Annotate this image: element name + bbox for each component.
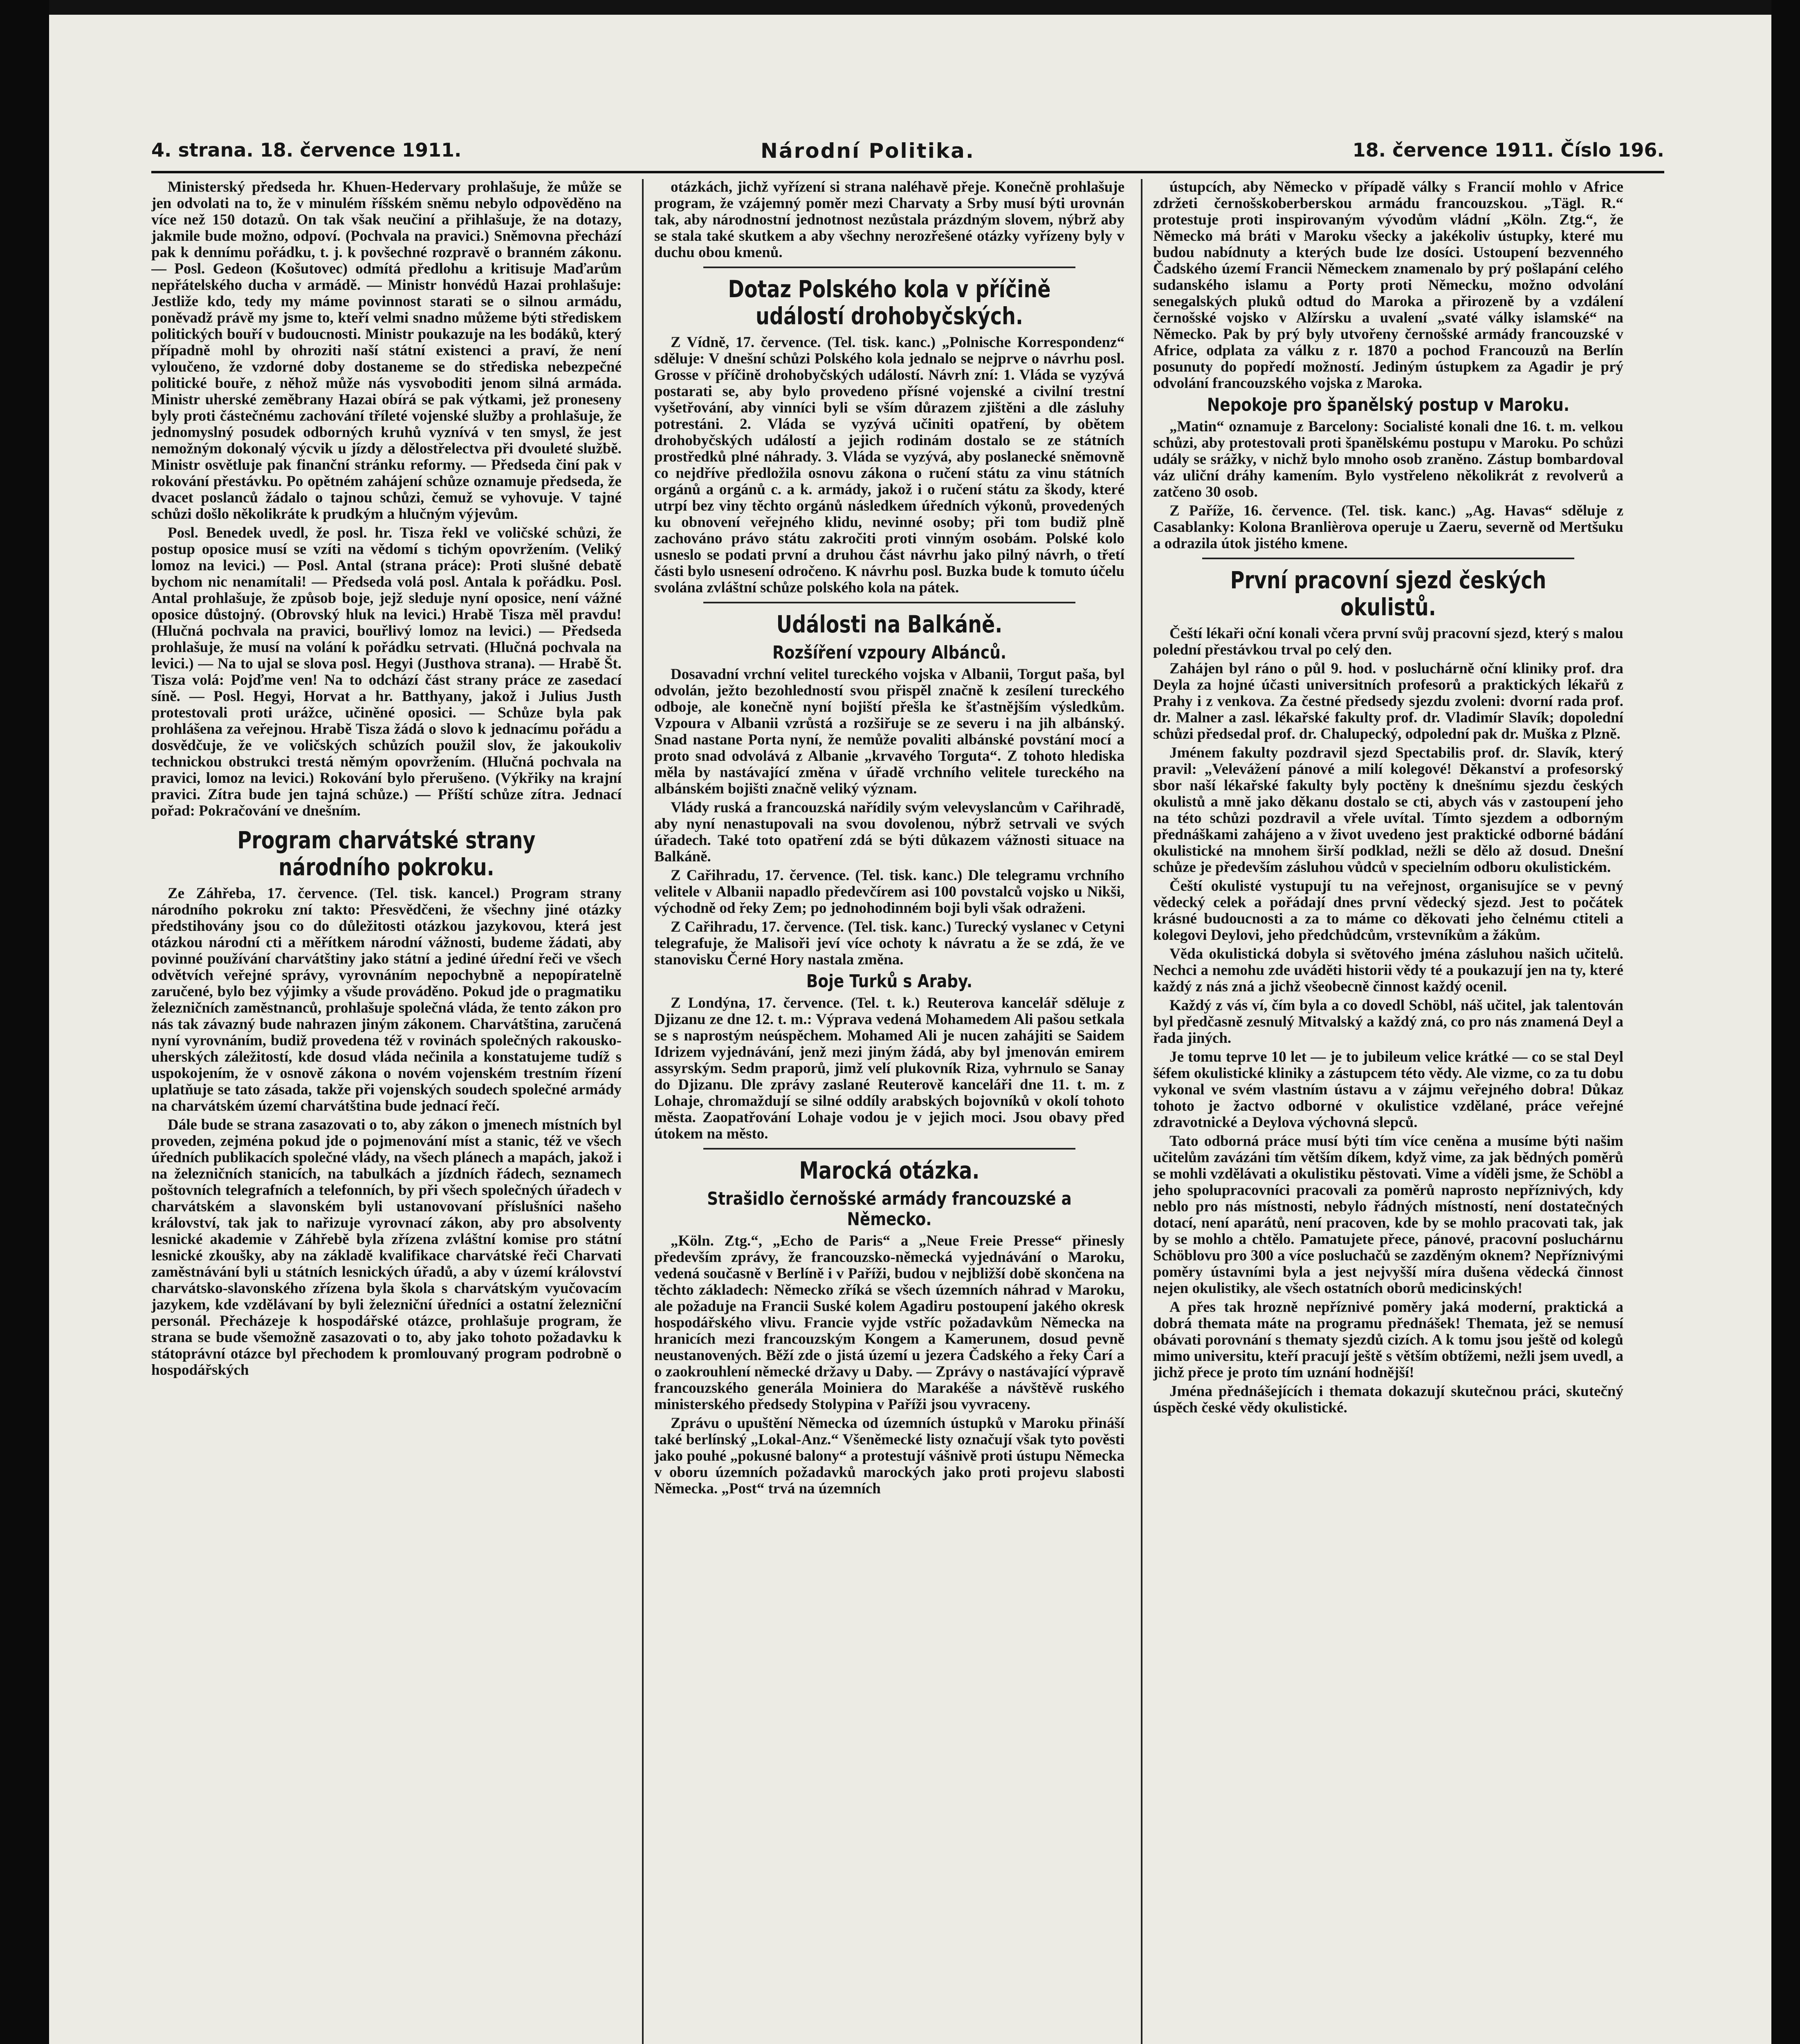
article-subheadline: Rozšíření vzpoury Albánců.	[772, 642, 1007, 663]
article-paragraph: ústupcích, aby Německo v případě války s Francií mohlo v Africe zdržeti černošskoberberskou armádu francouzskou. „Tägl. R.“ protestuje proti inspirovaným vývodům vládní „Köln. Ztg.“, že Německo má bráti v Maroku všecky a jakékoliv ústupky, které mu budou nabídnuty a kterých bude lze dosíci. Ustoupení bezvenného Čadského území Francii Německem znamenalo by prý pošlapání celého sudanského islamu a Porty proti Německu, možno odvolání senegalských pluků odtud do Maroka a přirozeně by a vzdálení černošské vojsko v Alžírsku a uvalení „svaté války islamské“ na Německo. Pak by prý byly utvořeny černošské armády francouzské v Africe, odplata za válku z r. 1870 a pochod Francouzů na Berlín posunuty do popředí možností. Jediným ústupkem za Agadir je prý odvolání francouzského vojska z Maroka.	[1153, 179, 1623, 392]
article-paragraph: „Matin“ oznamuje z Barcelony: Socialisté konali dne 16. t. m. velkou schůzi, aby protestovali proti španělskému postupu v Maroku. Po schůzi udály se srážky, v nichž bylo mnoho osob zraněno. Zástup bombardoval váz uliční dráhy kamením. Bylo vystřeleno několikrát z revolverů a zatčeno 30 osob.	[1153, 418, 1623, 500]
article-paragraph: Je tomu teprve 10 let — je to jubileum velice krátké — co se stal Deyl šéfem okulistické kliniky a zástupcem této vědy. Ale vizme, co za tu dobu vykonal ve svém vlastním ústavu a v zájmu veřejného dobra! Důkaz tohoto je žactvo odborné v okulistice vzdělané, práce veřejné zdravotnické a Deylova výchovná slepců.	[1153, 1049, 1623, 1131]
article-paragraph: Jména přednášejících i themata dokazují skutečnou práci, skutečný úspěch české vědy okulistické.	[1153, 1383, 1623, 1416]
article-paragraph: Zprávu o upuštění Německa od územních ústupků v Maroku přináší také berlínský „Lokal-Anz.“ Všeněmecké listy označují však tyto pověsti jako pouhé „pokusné balony“ a protestují vášnivě proti ústupu Německa v oboru územních požadavků marockých jako proti projevu slabosti Německa. „Post“ trvá na územních	[654, 1415, 1124, 1497]
article-paragraph: Každý z vás ví, čím byla a co dovedl Schöbl, náš učitel, jak talentován byl předčasně zesnulý Mitvalský a každý zná, co pro nás znamená Deyl a řada jiných.	[1153, 997, 1623, 1047]
article-separator	[1202, 558, 1574, 559]
article-paragraph: Čeští okulisté vystupují tu na veřejnost, organisujíce se v pevný vědecký celek a pořádají dnes první vědecký sjezd. Jest to počátek krásné budoucnosti a za to máme co děkovati jeho čelnému ctiteli a kolegovi Deylovi, jeho předchůdcům, vrstevníkům a žákům.	[1153, 878, 1623, 944]
article-paragraph: Vlády ruská a francouzská nařídily svým velevyslancům v Cařihradě, aby nyní nenastupovali na svou dovolenou, nýbrž setrvali ve svých úřadech. Také toto opatření zdá se býti důkazem vážnosti situace na Balkáně.	[654, 799, 1124, 865]
column-rule-1	[642, 179, 644, 2044]
article-paragraph: Čeští lékaři oční konali včera první svůj pracovní sjezd, který s malou polední přestávkou trval po celý den.	[1153, 625, 1623, 658]
column-right	[1153, 179, 1623, 2044]
article-paragraph: otázkách, jichž vyřízení si strana naléhavě přeje. Konečně prohlašuje program, že vzájemný poměr mezi Charvaty a Srby musí býti urovnán tak, aby národnostní jednotnost nezůstala prázdným slovem, nýbrž aby se stala také skutkem a aby všechny nerozřešené otázky vyřízeny byly v duchu obou kmenů.	[654, 179, 1124, 261]
header-rule	[151, 171, 1664, 173]
column-middle	[654, 179, 1124, 2044]
header-date-issue: 18. července 1911. Číslo 196.	[1352, 139, 1664, 161]
page-header	[151, 139, 1664, 168]
article-headline: První pracovní sjezd českých okulistů.	[1230, 566, 1546, 621]
article-subheadline: Nepokoje pro španělský postup v Maroku.	[1207, 394, 1570, 415]
header-page-date: 4. strana. 18. července 1911.	[151, 139, 462, 161]
article-subheadline: Boje Turků s Araby.	[806, 971, 973, 992]
article-paragraph: Ministerský předseda hr. Khuen-Hedervary prohlašuje, že může se jen odvolati na to, že v minulém říšském sněmu nebylo odpověděno na více než 150 dotazů. On tak však neučiní a přihlašuje, že na dotazy, jakmile bude možno, odpoví. (Pochvala na pravici.) Sněmovna přechází pak k dennímu pořádku, t. j. k povšechné rozpravě o branném zákonu. — Posl. Gedeon (Košutovec) odmítá předlohu a kritisuje Maďarům nepřátelského ducha v armádě. — Ministr honvédů Hazai prohlašuje: Jestliže kdo, tedy my máme povinnost starati se o silnou armádu, poněvadž právě my jsme to, kteří velmi snadno můžeme býti střediskem politických bouří v budoucnosti. Ministr poukazuje na les bodáků, který případně mohl by ohroziti naší státní existenci a praví, že není vyloučeno, že vzdorné doby dostaneme se do střediska nebezpečné politické bouře, z něhož může nás vysvoboditi jenom silná armáda. Ministr uherské zeměbrany Hazai obírá se pak výtkami, jež proneseny byly proti částečnému zachování tříleté vojenské služby a prohlašuje, že jednomyslný posudek odborných kruhů vyznívá v ten smysl, že jest nemožným dokonalý výcvik u jízdy a dělostřelectva při dvouleté službě. Ministr osvětluje pak finanční stránku reformy. — Předseda činí pak v rokování přestávku. Po opětném zahájení schůze oznamuje předseda, že dvacet poslanců žádalo o tajnou schůzi, čemuž se vyhovuje. V tajné schůzi došlo několikráte k prudkým a hlučným výjevům.	[151, 179, 622, 522]
article-paragraph: Zahájen byl ráno o půl 9. hod. v posluchárně oční kliniky prof. dra Deyla za hojné účasti universitních profesorů a praktických lékařů z Prahy i z venkova. Za čestné předsedy sjezdu zvoleni: dvorní rada prof. dr. Malner a zasl. lékařské fakulty prof. dr. Vladimír Slavík; dopolední schůzi předsedal prof. dr. Chalupecký, odpolední pak dr. Muška z Plzně.	[1153, 660, 1623, 742]
article-paragraph: Posl. Benedek uvedl, že posl. hr. Tisza řekl ve voličské schůzi, že postup oposice musí se vzíti na vědomí s tichým opovržením. (Veliký lomoz na levici.) — Posl. Antal (strana práce): Proti slušné debatě bychom nic nenamítali! — Předseda volá posl. Antala k pořádku. Posl. Antal prohlašuje, že způsob boje, jejž sleduje nyní oposice, není vážné oposice důstojný. (Obrovský hluk na levici.) Hrabě Tisza měl pravdu! (Hlučná pochvala na pravici, bouřlivý lomoz na levici.) — Předseda prohlašuje, že musí na volání k pořádku setrvati. (Hlučná pochvala na levici.) — Na to ujal se slova posl. Hegyi (Justhova strana). — Hrabě Št. Tisza volá: Pojďme ven! Na to odchází část strany práce ze zasedací síně. — Posl. Hegyi, Horvat a hr. Batthyany, jakož i Julius Justh protestovali proti urážce, učiněné oposici. — Schůze byla pak prohlášena za veřejnou. Hrabě Tisza žádá o slovo k jednacímu pořádu a dosvědčuje, že ve voličských schůzích použil slov, že jakoukoliv technickou obstrukci trestá němým opovržením. (Hlučná pochvala na pravici, lomoz na levici.) Rokování bylo přerušeno. (Výkřiky na krajní pravici. Zítra bude jen tajná schůze.) — Příští schůze zítra. Jednací pořad: Pokračování ve dnešním.	[151, 524, 622, 819]
article-subheadline: Strašidlo černošské armády francouzské a Německo.	[707, 1188, 1072, 1230]
article-paragraph: A přes tak hrozně nepříznivé poměry jaká moderní, praktická a dobrá themata máte na programu přednášek! Themata, jež se nemusí obávati porovnání s thematy sjezdů cizích. A k tomu jsou ještě od kolegů mimo universitu, kteří pracují ještě s větším obtížemi, nežli jsem uvedl, a jichž přece je proto tím uznání hodnější!	[1153, 1299, 1623, 1381]
article-paragraph: Z Paříže, 16. července. (Tel. tisk. kanc.) „Ag. Havas“ sděluje z Casablanky: Kolona Branlièrova operuje u Zaeru, severně od Mertšuku a odrazila útok jistého kmene.	[1153, 502, 1623, 552]
article-paragraph: Dosavadní vrchní velitel tureckého vojska v Albanii, Torgut paša, byl odvolán, ježto bezohledností svou přispěl značně k zesílení tureckého odboje, ale konečně nyní bojiští přešla ke šťastnějším výsledkům. Vzpoura v Albanii vzrůstá a rozšiřuje se ze severu i na jih albánský. Snad nastane Porta nyní, že nemůže povaliti albánské povstání mocí a proto snad odvolává z Albanie „krvavého Torguta“. Z tohoto hlediska měla by nastávající změna v úřadě vrchního velitele tureckého na albánském bojišti značně veliký význam.	[654, 666, 1124, 797]
article-separator	[703, 267, 1075, 268]
article-paragraph: Věda okulistická dobyla si světového jména zásluhou našich učitelů. Nechci a nemohu zde uváděti historii vědy té a poukazují jen na ty, které každý z nás zná a jichž všeobecně činnost každý ocenil.	[1153, 946, 1623, 995]
article-paragraph: Z Londýna, 17. července. (Tel. t. k.) Reuterova kancelář sděluje z Djizanu ze dne 12. t. m.: Výprava vedená Mohamedem Ali pašou setkala se s naprostým neúspěchem. Mohamed Ali je nucen zahájiti se Saidem Idrizem vyjednávání, jenž mezi jiným žádá, aby byl jmenován emirem assyrským. Sedm praporů, jimž velí plukovník Riza, vyhrnulo se Sanay do Djizanu. Dle zprávy zaslané Reuterově kanceláři dne 11. t. m. z Lohaje, chromaždují se silné oddíly arabských bojovníků v okolí tohoto města. Zaopatřování Lohaje vodou je v jejich moci. Jsou obavy před útokem na město.	[654, 995, 1124, 1142]
article-paragraph: Dále bude se strana zasazovati o to, aby zákon o jmenech místních byl proveden, zejména pokud jde o pojmenování míst a stanic, též ve všech úředních publikacích společné vlády, na všech plánech a mapách, jakož i na železničních stanicích, na tabulkách a jízdních řádech, seznamech poštovních telegrafních a telefonních, by při všech společných úřadech v charvátském a slavonském byli ustanovovaní příslušníci našeho království, tak jak to nařizuje vyrovnací zákon, aby pro absolventy lesnické akademie v Záhřebě byla zřízena zvláštní komise pro státní lesnické zkoušky, aby na základě kvalifikace charvátské řeči Charvati zaměstnávání byli u státních lesnických úřadů, a aby v území království charvátsko-slavonského zřízena byla škola s charvátským vyučovacím jazykem, kde vzdělávaní by byli železniční úředníci a ostatní železniční personál. Přecházeje k hospodářské otázce, prohlašuje program, že strana se bude všemožně zasazovati o to, aby jako tohoto požadavku k státoprávní otázce byl přechodem k promlouvaný program podrobně o hospodářských	[151, 1116, 622, 1378]
article-paragraph: Z Cařihradu, 17. července. (Tel. tisk. kanc.) Turecký vyslanec v Cetyni telegrafuje, že Malisoři jeví více ochoty k návratu a že se zdá, že ve stanovisku Černé Hory nastala změna.	[654, 919, 1124, 968]
column-left	[151, 179, 622, 2044]
article-separator	[703, 602, 1075, 603]
article-paragraph: Jménem fakulty pozdravil sjezd Spectabilis prof. dr. Slavík, který pravil: „Velevážení pánové a milí kolegové! Děkanství a profesorský sbor naší lékařské fakulty byly poctěny k dnešnímu sjezdu českých okulistů a mně jako děkanu dostalo se cti, abych vás v zastoupení jeho na této schůzi pozdravil a vřele uvítal. Tímto sjezdem a odborným přednáškami zahájeno a v život uvedeno jest praktické odborné bádání okulistické na mnohem širší podklad, nežli se dělo až dosud. Dnešní schůze je především zásluhou vůdců v specielním odboru okulistickém.	[1153, 744, 1623, 876]
article-headline: Marocká otázka.	[799, 1156, 980, 1184]
article-separator	[703, 1148, 1075, 1150]
scan-top-edge	[0, 0, 1800, 15]
article-paragraph: Ze Záhřeba, 17. července. (Tel. tisk. kancel.) Program strany národního pokroku zní takto: Přesvědčeni, že všechny jiné otázky předstihovány jsou co do důležitosti otázkou jazykovou, která jest otázkou národní cti a měřítkem národní vážnosti, budeme žádati, aby povinné používání charvátštiny jako státní a jediné úřední řeči ve všech odvětvích veřejné správy, vyrovnáním nepochybně a nepopíratelně zaručené, bylo bez výjimky a všude prováděno. Pokud jde o pragmatiku železničních zaměstnanců, prohlašuje společná vláda, že tento zákon pro nás tak závazný bude nahrazen jiným zákonem. Charvátština, zaručená nyní vyrovnáním, budiž provedena též v rovinách společných rakousko-uherských záležitostí, kde dosud vláda nečinila a konstatujeme tudíž s uspokojením, že v osnově zákona o novém vojenském trestním řízení uplatňuje se tato zásada, takže při vojenských soudech společné armády na charvátském území charvátština bude jednací řečí.	[151, 885, 622, 1114]
article-headline: Program charvátské strany národního pokroku.	[237, 826, 536, 881]
article-headline: Události na Balkáně.	[776, 610, 1003, 638]
scan-right-edge	[1771, 0, 1800, 2044]
scan-left-edge	[0, 0, 49, 2044]
article-headline: Dotaz Polského kola v příčině událostí drohobyčských.	[728, 275, 1051, 330]
article-paragraph: „Köln. Ztg.“, „Echo de Paris“ a „Neue Freie Presse“ přinesly především zprávy, že francouzsko-německá vyjednávání o Maroku, vedená současně v Berlíně i v Paříži, budou v nejbližší době skončena na těchto základech: Německo zříká se všech územních náhrad v Maroku, ale požaduje na Francii Suské kolem Agadiru postoupení jakého okresk hospodářského vlivu. Francie vyjde vstříc požadavkům Německa na hranicích mezi francouzským Kongem a Kamerunem, dosud pevně neustanovených. Běží zde o jistá území u jezera Čadského a řeky Čarí a o zaokrouhlení německé državy u Daby. — Zprávy o nastávající výpravě francouzského generála Moiniera do Marakéše a návštěvě ruského ministerského předsedy Stolypina v Paříži jsou vyvraceny.	[654, 1233, 1124, 1413]
article-paragraph: Tato odborná práce musí býti tím více ceněna a musíme býti našim učitelům zavázáni tím větším díkem, když vime, za jak bědných poměrů se mohli vzdělávati a okulistiku pěstovati. Vime a víděli jsme, že Schöbl a jeho spolupracovníci pracovali za poměrů naprosto nepříznivých, kdy neblo pro nás místnosti, nebylo řádných místností, není dostatečných dotací, není aparátů, není pracoven, kde by se mohlo pracovati tak, jak by se mohlo a chtělo. Pamatujete přece, pánové, pracovní posluchárnu Schöblovu pro 300 a více posluchačů se zazděným oknem? Nepříznivými poměry ústavními byla a jest nejvyšší míra dušena vědecká činnost nejen okulistiky, ale všech ostatních oborů medicinských!	[1153, 1133, 1623, 1297]
masthead-title: Národní Politika.	[761, 139, 975, 163]
column-rule-2	[1141, 179, 1142, 2044]
article-paragraph: Z Vídně, 17. července. (Tel. tisk. kanc.) „Polnische Korrespondenz“ sděluje: V dnešní schůzi Polského kola jednalo se nejprve o návrhu posl. Grosse v příčině drohobyčských událostí. Návrh zní: 1. Vláda se vyzývá postarati se, aby bylo provedeno přísné vojenské a civilní trestní vyšetřování, aby vinníci byli se vším důrazem zjištěni a dle zásluhy potrestáni. 2. Vláda se vyzývá učiniti opatření, by obětem drohobyčských událostí a jejich rodinám dostalo se ze státních prostředků plné náhrady. 3. Vláda se vyzývá, aby poslanecké sněmovně co nejdříve předložila osnovu zákona o ručení státu za vinu státních orgánů a orgánů c. a k. armády, jakož i o ručení státu za škody, které utrpí bez viny těchto orgánů následkem úředních výkonů, provedených ku obnovení veřejného klidu, nevinné osoby; při tom budiž plně zachováno právo státu zakročiti proti vinným osobám. Polské kolo usneslo se podati první a druhou část návrhu jako pilný návrh, o třetí části bylo usnesení odročeno. K návrhu posl. Buzka bude k tomuto účelu svolána zvláštní schůze polského kola na pátek.	[654, 334, 1124, 596]
article-paragraph: Z Cařihradu, 17. července. (Tel. tisk. kanc.) Dle telegramu vrchního velitele v Albanii napadlo předevčírem asi 100 povstalců vojsko u Nikši, východně od řeky Zem; po jednohodinném boji byli však odraženi.	[654, 867, 1124, 917]
